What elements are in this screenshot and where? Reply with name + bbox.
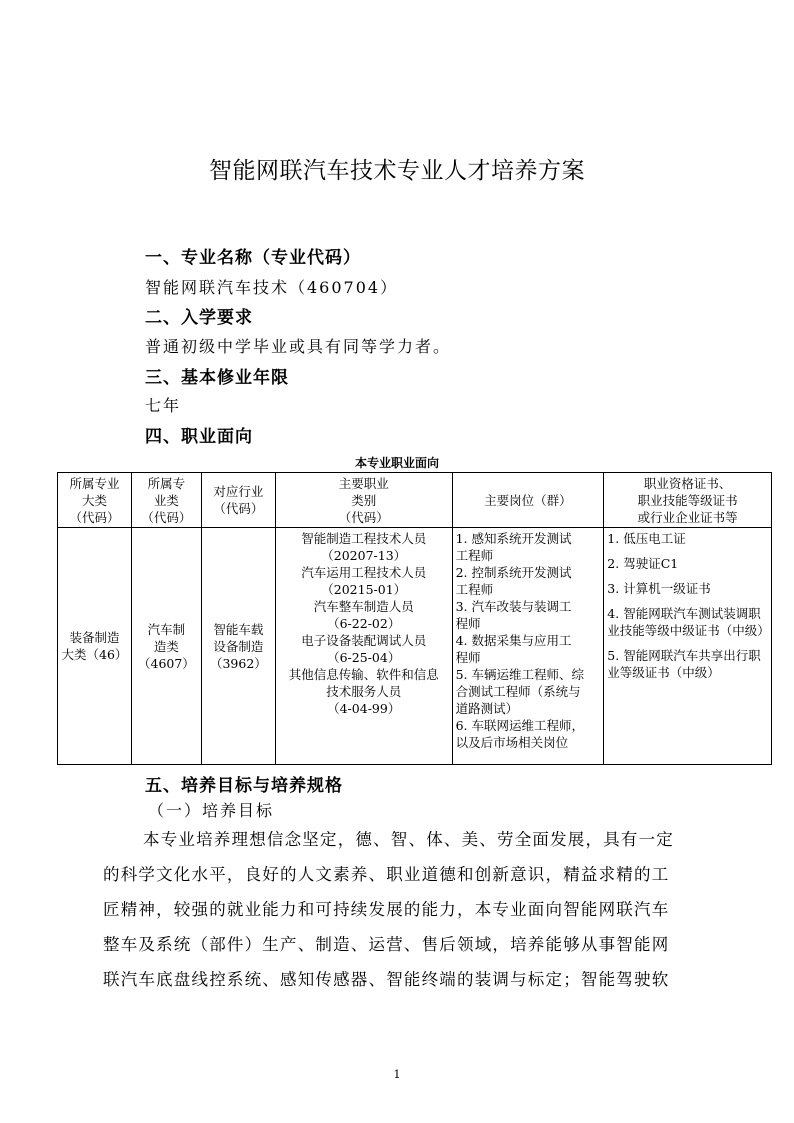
section-3-heading: 三、基本修业年限 bbox=[145, 368, 289, 388]
header-industry: 对应行业 （代码） bbox=[201, 473, 275, 528]
paragraph-line: 本专业培养理想信念坚定，德、智、体、美、劳全面发展，具有一定 bbox=[143, 830, 674, 849]
section-1-text: 智能网联汽车技术（460704） bbox=[145, 278, 399, 297]
paragraph-line: 联汽车底盘线控系统、感知传感器、智能终端的装调与标定；智能驾驶软 bbox=[103, 970, 670, 989]
header-occupation: 主要职业 类别 （代码） bbox=[275, 473, 452, 528]
career-orientation-table bbox=[57, 472, 772, 765]
section-2-text: 普通初级中学毕业或具有同等学力者。 bbox=[145, 337, 452, 356]
section-5-heading: 五、培养目标与培养规格 bbox=[145, 776, 343, 796]
cell-certificates: 1. 低压电工证 2. 驾驶证C1 3. 计算机一级证书 4. 智能网联汽车测试装调职业技能等级中级证书（中级） 5. 智能网联汽车共享出行职业等级证书（中级） bbox=[604, 528, 772, 765]
cell-major-category: 装备制造 大类（46） bbox=[58, 528, 132, 765]
cell-major-class: 汽车制 造类 （4607） bbox=[131, 528, 201, 765]
table-header-row bbox=[58, 473, 772, 528]
header-certificates: 职业资格证书、 职业技能等级证书 或行业企业证书等 bbox=[604, 473, 772, 528]
cell-industry: 智能车载 设备制造 （3962） bbox=[201, 528, 275, 765]
header-major-category: 所属专业 大类 （代码） bbox=[58, 473, 132, 528]
section-4-heading: 四、职业面向 bbox=[145, 427, 253, 447]
cell-occupations: 智能制造工程技术人员 （20207-13） 汽车运用工程技术人员 （20215-01） 汽车整车制造人员 （6-22-02） 电子设备装配调试人员 （6-25-04） 其他信息传输、软件和信息 技术服务人员 （4-04-99） bbox=[275, 528, 452, 765]
paragraph-line: 匠精神，较强的就业能力和可持续发展的能力，本专业面向智能网联汽车 bbox=[103, 900, 670, 919]
header-positions: 主要岗位（群） bbox=[452, 473, 604, 528]
section-5-subheading: （一）培养目标 bbox=[148, 801, 275, 820]
table-row bbox=[58, 528, 772, 765]
page-number: 1 bbox=[393, 1068, 401, 1081]
cell-positions: 1. 感知系统开发测试 工程师 2. 控制系统开发测试 工程师 3. 汽车改装与装调工 程师 4. 数据采集与应用工 程师 5. 车辆运维工程师、综 合测试工程师（系统与 道路测试） 6. 车联网运维工程师， 以及后市场相关岗位 bbox=[452, 528, 604, 765]
table-caption: 本专业职业面向 bbox=[354, 456, 439, 470]
section-3-text: 七年 bbox=[145, 396, 182, 415]
header-major-class: 所属专 业类 （代码） bbox=[131, 473, 201, 528]
paragraph-line: 的科学文化水平，良好的人文素养、职业道德和创新意识，精益求精的工 bbox=[103, 865, 670, 884]
section-1-heading: 一、专业名称（专业代码） bbox=[145, 248, 361, 268]
section-2-heading: 二、入学要求 bbox=[145, 308, 253, 328]
paragraph-line: 整车及系统（部件）生产、制造、运营、售后领域，培养能够从事智能网 bbox=[103, 935, 670, 954]
page-title: 智能网联汽车技术专业人才培养方案 bbox=[209, 158, 585, 184]
body-paragraph bbox=[103, 822, 695, 997]
